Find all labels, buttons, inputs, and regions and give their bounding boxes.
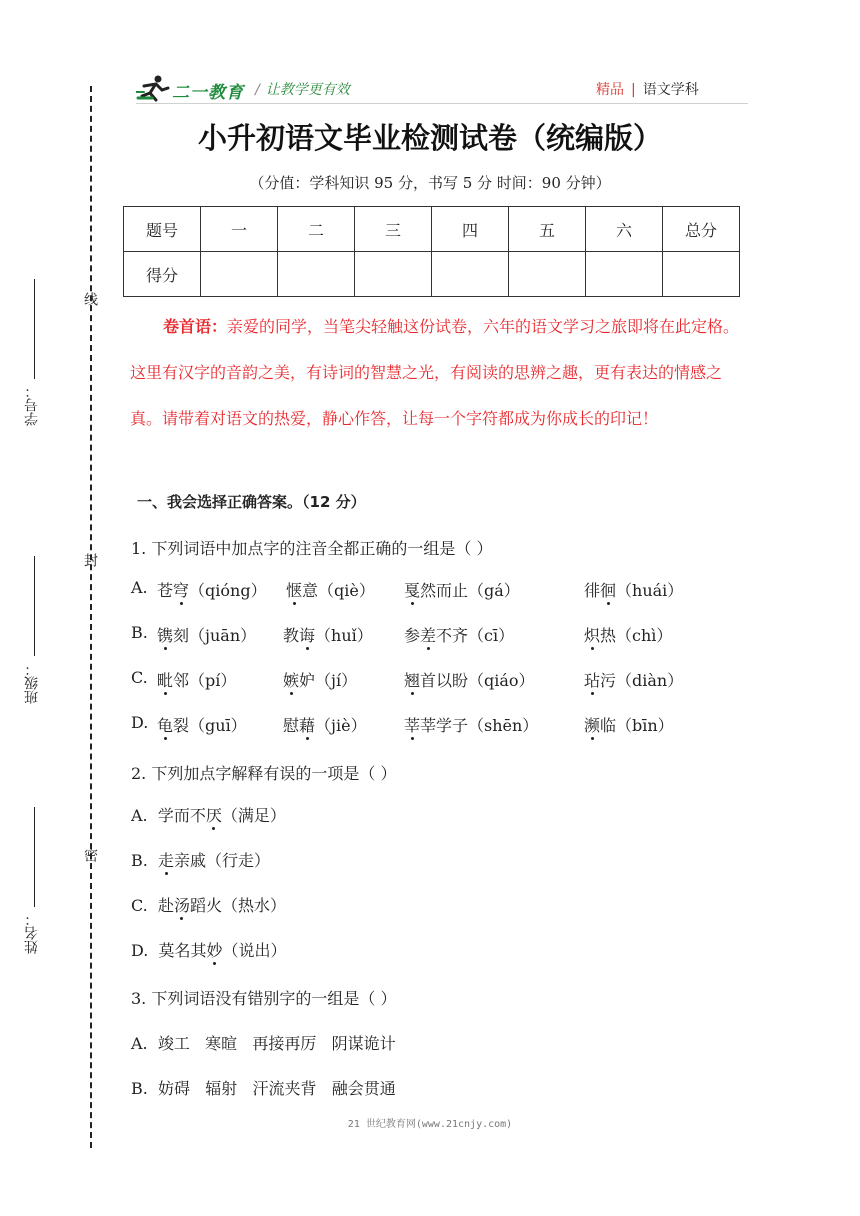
emphasis-char: 嫉 [283, 668, 299, 691]
quality-tag: 精品 [596, 82, 624, 98]
emphasis-char: 莘 [404, 713, 420, 736]
table-cell: 题号 [124, 207, 201, 252]
emphasis-char: 玷 [584, 668, 600, 691]
table-cell: 四 [432, 207, 509, 252]
option-item: 濒临（bīn） [584, 713, 674, 736]
brand-logo [136, 74, 246, 104]
emphasis-char: 汤 [174, 893, 190, 916]
intro-paragraph [130, 304, 740, 442]
table-cell: 一 [201, 207, 278, 252]
q3-option-b: B. 妨碍 辐射 汗流夹背 融会贯通 [131, 1079, 396, 1098]
option-item: 苍穹（qióng） [157, 578, 267, 601]
option-item: 教诲（huǐ） [283, 623, 373, 646]
question-stem: 3. 下列词语没有错别字的一组是（ ） [131, 989, 397, 1008]
slogan-separator: / [255, 82, 260, 98]
emphasis-char: 藉 [299, 713, 315, 736]
table-cell: 二 [278, 207, 355, 252]
emphasis-char: 龟 [157, 713, 173, 736]
score-table [123, 206, 740, 297]
q2-option-d: D. 莫名其妙（说出） [131, 938, 287, 961]
intro-text: 亲爱的同学，当笔尖轻触这份试卷，六年的语文学习之旅即将在此定格。这里有汉字的音韵之美，有诗词的智慧之光，有阅读的思辨之趣，更有表达的情感之真。请带着对语文的热爱，静心作答，让每一个字符都成为你成长的印记！ [130, 317, 740, 428]
score-blank-cell [663, 252, 740, 297]
option-item: 慰藉（jiè） [283, 713, 367, 736]
option-item: 龟裂（guī） [157, 713, 247, 736]
brand-name: 二一教育 [172, 83, 244, 103]
question-stem: 2. 下列加点字解释有误的一项是（ ） [131, 764, 397, 783]
student-id-line [34, 279, 35, 379]
option-item: 戛然而止（gá） [404, 578, 520, 601]
option-item: 毗邻（pí） [157, 668, 236, 691]
option-letter: B. [131, 623, 148, 642]
intro-label: 卷首语： [163, 317, 228, 336]
header-tags [596, 79, 699, 99]
emphasis-char: 炽 [584, 623, 600, 646]
table-header-row [124, 207, 740, 252]
emphasis-char: 濒 [584, 713, 600, 736]
table-cell: 得分 [124, 252, 201, 297]
option-item: 惬意（qiè） [286, 578, 375, 601]
table-score-row [124, 252, 740, 297]
score-blank-cell [509, 252, 586, 297]
q3-option-a: A. 竣工 寒暄 再接再厉 阴谋诡计 [131, 1034, 396, 1053]
option-letter: A. [131, 578, 148, 597]
option-item: 翘首以盼（qiáo） [404, 668, 535, 691]
option-item: 参差不齐（cī） [404, 623, 514, 646]
class-line [34, 556, 35, 656]
question-stem: 1. 下列词语中加点字的注音全都正确的一组是（ ） [131, 539, 493, 558]
section-heading: 一、我会选择正确答案。（12 分） [137, 493, 366, 511]
score-blank-cell [278, 252, 355, 297]
emphasis-char: 毗 [157, 668, 173, 691]
binding-mark-line: 线 [82, 292, 98, 306]
option-item: 莘莘学子（shēn） [404, 713, 538, 736]
score-blank-cell [201, 252, 278, 297]
emphasis-char: 诲 [299, 623, 315, 646]
name-line [34, 807, 35, 907]
emphasis-char: 差 [420, 623, 436, 646]
page-title: 小升初语文毕业检测试卷（统编版） [197, 121, 662, 155]
table-cell: 三 [355, 207, 432, 252]
emphasis-char: 镌 [157, 623, 173, 646]
option-item: 镌刻（juān） [157, 623, 256, 646]
emphasis-char: 走 [158, 848, 174, 871]
option-item: 嫉妒（jí） [283, 668, 357, 691]
binding-mark-secret: 密 [82, 848, 98, 862]
name-label: 姓名： [24, 912, 40, 954]
emphasis-char: 穹 [173, 578, 189, 601]
binding-dashed-line [90, 86, 92, 1148]
option-item: 徘徊（huái） [584, 578, 683, 601]
emphasis-char: 惬 [286, 578, 302, 601]
student-id-label: 学号： [24, 384, 40, 426]
header-rule [136, 103, 748, 104]
score-blank-cell [586, 252, 663, 297]
q2-option-c: C. 赴汤蹈火（热水） [131, 893, 286, 916]
q2-option-a: A. 学而不厌（满足） [131, 803, 286, 826]
emphasis-char: 翘 [404, 668, 420, 691]
subject-tag: 语文学科 [642, 82, 699, 98]
score-blank-cell [432, 252, 509, 297]
table-cell: 五 [509, 207, 586, 252]
emphasis-char: 妙 [207, 938, 223, 961]
page-footer: 21 世纪教育网(www.21cnjy.com) [347, 1119, 513, 1130]
slogan-text: 让教学更有效 [265, 82, 350, 98]
slogan [255, 79, 350, 99]
option-item: 炽热（chì） [584, 623, 672, 646]
exam-info: （分值：学科知识 95 分，书写 5 分 时间：90 分钟） [249, 174, 611, 192]
table-cell: 总分 [663, 207, 740, 252]
emphasis-char: 徊 [600, 578, 616, 601]
class-label: 班级： [24, 662, 40, 704]
tag-separator: | [631, 82, 636, 98]
option-letter: C. [131, 668, 148, 687]
running-figure-icon [136, 74, 170, 102]
binding-mark-seal: 封 [82, 553, 98, 567]
option-item: 玷污（diàn） [584, 668, 683, 691]
option-letter: D. [131, 713, 149, 732]
emphasis-char: 戛 [404, 578, 420, 601]
q2-option-b: B. 走亲戚（行走） [131, 848, 270, 871]
score-blank-cell [355, 252, 432, 297]
emphasis-char: 厌 [206, 803, 222, 826]
table-cell: 六 [586, 207, 663, 252]
